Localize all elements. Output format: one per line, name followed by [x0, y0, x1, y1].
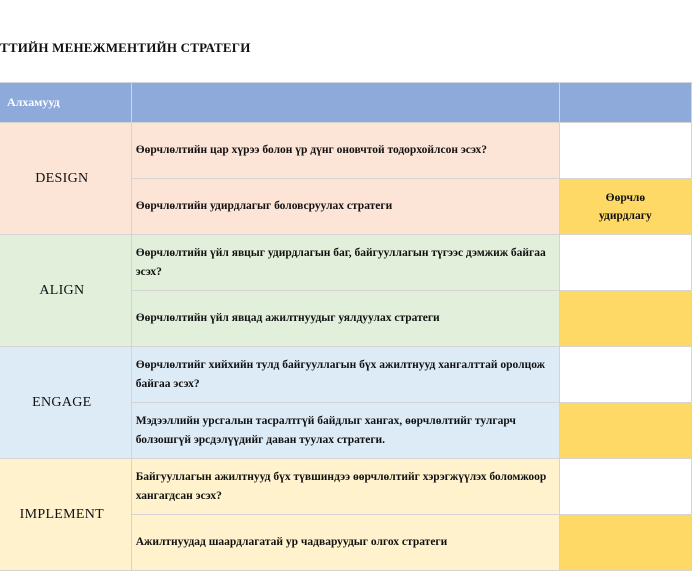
phase-cell-engage: ENGAGE [0, 347, 131, 459]
empty-cell [559, 347, 691, 403]
table-row [0, 235, 692, 291]
table-header-row [0, 83, 692, 123]
header-question [131, 83, 559, 123]
strategy-cell: Ажилтнуудад шаардлагатай ур чадваруудыг олгох стратеги [131, 515, 559, 571]
strategy-summary-line: Өөрчлө [605, 191, 646, 204]
empty-cell [559, 403, 691, 459]
strategy-cell: Өөрчлөлтийн удирдлагыг боловсруулах стратеги [131, 179, 559, 235]
strategy-table [0, 82, 692, 571]
table-row [0, 123, 692, 179]
question-cell: Өөрчлөлтийн үйл явцыг удирдлагын баг, байгууллагын түгээс дэмжиж байгаа эсэх? [131, 235, 559, 291]
empty-cell [559, 515, 691, 571]
phase-cell-align: ALIGN [0, 235, 131, 347]
strategy-cell: Өөрчлөлтийн үйл явцад ажилтнуудыг уялдуулах стратеги [131, 291, 559, 347]
header-steps: Алхамууд [0, 83, 131, 123]
table-row [0, 347, 692, 403]
empty-cell [559, 291, 691, 347]
table-row [0, 459, 692, 515]
strategy-summary-cell [559, 179, 691, 235]
empty-cell [559, 235, 691, 291]
question-cell: Байгууллагын ажилтнууд бүх түвшиндээ өөрчлөлтийг хэрэгжүүлэх боломжоор хангагдсан эсэх? [131, 459, 559, 515]
empty-cell [559, 123, 691, 179]
phase-cell-design: DESIGN [0, 123, 131, 235]
phase-cell-implement: IMPLEMENT [0, 459, 131, 571]
question-cell: Өөрчлөлтийг хийхийн тулд байгууллагын бүх ажилтнууд хангалттай оролцож байгаа эсэх? [131, 347, 559, 403]
empty-cell [559, 459, 691, 515]
page-title: ТТИЙН МЕНЕЖМЕНТИЙН СТРАТЕГИ [0, 40, 251, 55]
strategy-summary-line: удирдлагу [599, 209, 652, 222]
header-extra [559, 83, 691, 123]
question-cell: Өөрчлөлтийн цар хүрээ болон үр дүнг оновчтой тодорхойлсон эсэх? [131, 123, 559, 179]
strategy-cell: Мэдээллийн урсгалын тасралтгүй байдлыг хангах, өөрчлөлтийг тулгарч болзошгүй эрсдэлүүдийг даван туулах стратеги. [131, 403, 559, 459]
